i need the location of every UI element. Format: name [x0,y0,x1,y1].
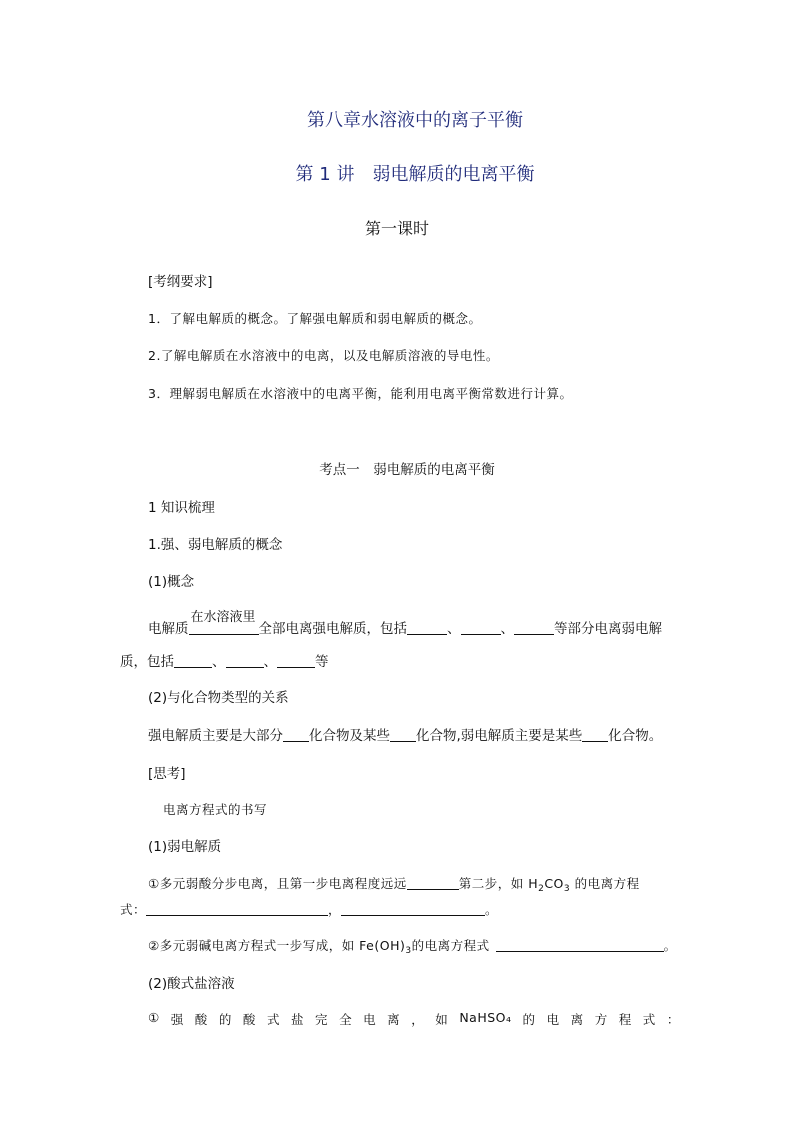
relation-text-c: 化合物,弱电解质主要是某些 [416,728,583,744]
blank-strong-1[interactable] [407,620,447,635]
item-1-line-2 [120,900,498,918]
separator: 、 [500,621,514,637]
blank-weak-2[interactable] [226,653,264,668]
weak-electrolyte-text: 等部分电离弱电解 [554,621,662,637]
requirements-heading: [考纲要求] [148,274,213,290]
separator: 、 [447,621,461,637]
item-3-char: ： [666,1012,680,1027]
item-3-char: ， [411,1012,425,1027]
definition-line-2 [120,650,329,670]
think-topic: 电离方程式的书写 [163,802,268,817]
blank-weak-1[interactable] [174,653,212,668]
item-1-line-2-prefix: 式： [120,902,147,917]
item-1-text-a: ①多元弱酸分步电离，且第一步电离程度远远 [148,876,407,891]
subscript: 3 [405,946,412,956]
blank-relation-1[interactable] [283,727,309,742]
requirement-item-3: 3．理解弱电解质在水溶液中的电离平衡，能利用电离平衡常数进行计算。 [148,386,573,401]
blank-far-greater[interactable] [407,875,459,890]
item-3-char: 的 [522,1012,536,1027]
relation-text-d: 化合物。 [608,728,663,744]
condition-arrow [189,610,259,637]
session-title: 第一课时 [364,219,429,238]
blank-relation-3[interactable] [582,727,608,742]
blank-relation-2[interactable] [390,727,416,742]
item-1-line-1 [148,874,640,894]
item-3-char: 的 [218,1012,232,1027]
item-3-char: ① [148,1010,160,1025]
relation-line [148,724,662,744]
requirement-item-1: 1．了解电解质的概念。了解强电解质和弱电解质的概念。 [148,311,482,326]
item-2-text-a: ②多元弱碱电离方程式一步写成，如 Fe(OH) [148,938,406,953]
blank-feoh3[interactable] [496,937,664,952]
period: 。 [663,938,677,953]
knowledge-heading: 1 知识梳理 [148,500,215,516]
chapter-title: 第八章水溶液中的离子平衡 [307,110,523,131]
relation-text-a: 强电解质主要是大部分 [148,728,283,744]
item-3-char: 方 [594,1012,608,1027]
item-3-char: 如 [435,1012,449,1027]
includes-text: 质，包括 [120,654,174,670]
definition-line-1 [148,610,662,637]
subscript: 3 [563,884,571,894]
blank-h2co3-step2[interactable] [341,901,485,916]
blank-strong-2[interactable] [461,620,501,635]
item-3-char: 全 [339,1012,353,1027]
item-1-text-c: CO [544,876,564,891]
item-2-line [148,936,677,956]
strong-electrolyte-text: 全部电离强电解质，包括 [258,621,407,637]
lecture-title: 第 1 讲 弱电解质的电离平衡 [295,164,535,185]
item-3-char: 程 [618,1012,632,1027]
item-3-char: 盐 [290,1012,304,1027]
blank-strong-3[interactable] [514,620,554,635]
subscript: 2 [538,884,545,894]
item-3-char: 完 [315,1012,329,1027]
blank-h2co3-step1[interactable] [146,901,328,916]
item-2-text-b: 的电离方程式 [411,938,490,953]
blank-weak-3[interactable] [277,653,315,668]
electrolyte-word: 电解质 [148,621,189,637]
concept-label: (1)概念 [148,574,195,590]
think-heading: [思考] [148,766,186,782]
separator: 、 [212,654,226,670]
item-1-text-b: 第二步，如 H [458,876,539,891]
item-3-char: 酸 [242,1012,256,1027]
item-3-char: 电 [546,1012,560,1027]
requirement-item-2: 2.了解电解质在水溶液中的电离，以及电解质溶液的导电性。 [148,348,499,363]
item-3-char: 离 [570,1012,584,1027]
item-3-formula: NaHSO₄ [459,1010,512,1025]
period: 。 [485,902,499,917]
relation-label: (2)与化合物类型的关系 [148,690,289,706]
separator: ， [328,902,342,917]
condition-text: 在水溶液里 [190,610,256,625]
section-title: 考点一 弱电解质的电离平衡 [319,462,495,478]
item-3-line [148,1010,680,1028]
item-3-char: 酸 [194,1012,208,1027]
item-1-text-d: 的电离方程 [570,876,640,891]
separator: 、 [263,654,277,670]
weak-electrolyte-label: (1)弱电解质 [148,839,222,855]
relation-text-b: 化合物及某些 [309,728,390,744]
item-3-char: 离 [387,1012,401,1027]
item-3-char: 电 [363,1012,377,1027]
item-3-char: 式 [642,1012,656,1027]
subsection-heading: 1.强、弱电解质的概念 [148,537,283,553]
item-3-char: 式 [266,1012,280,1027]
acid-salt-label: (2)酸式盐溶液 [148,976,235,992]
etc-text: 等 [315,654,329,670]
item-3-char: 强 [170,1012,184,1027]
